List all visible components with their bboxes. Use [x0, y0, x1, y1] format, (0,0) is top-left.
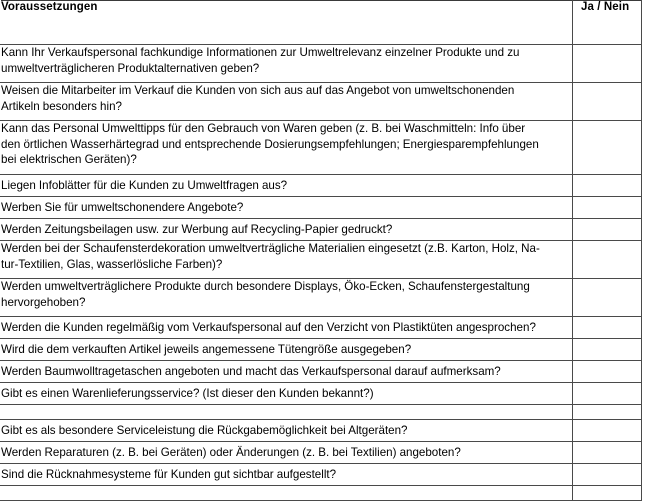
question-cell: [1, 464, 573, 486]
answer-cell[interactable]: [573, 361, 642, 383]
question-line: den örtlichen Wasserhärtegrad und entsprechende Dosierungsempfehlungen; Energiesparempfehlungen: [1, 137, 539, 151]
question-cell: [1, 486, 573, 501]
table-header: [1, 1, 642, 45]
question-line: Werden Reparaturen (z. B. bei Geräten) oder Änderungen (z. B. bei Textilien) angeboten?: [1, 446, 461, 459]
answer-cell[interactable]: [573, 339, 642, 361]
answer-cell[interactable]: [573, 197, 642, 219]
question-line: Sind die Rücknahmesysteme für Kunden gut sichtbar aufgestellt?: [1, 468, 337, 481]
answer-cell[interactable]: [573, 442, 642, 464]
question-line: Liegen Infoblätter für die Kunden zu Umweltfragen aus?: [1, 179, 288, 192]
question-line: Weisen die Mitarbeiter im Verkauf die Kunden von sich aus auf das Angebot von umweltschonenden: [1, 84, 515, 97]
question-line: Werden Zeitungsbeilagen usw. zur Werbung auf Recycling-Papier gedruckt?: [1, 223, 393, 236]
question-line: Werden bei der Schaufensterdekoration umweltverträgliche Materialien eingesetzt (z.B. Karton, Holz, Na-: [1, 242, 540, 255]
question-cell: [1, 175, 573, 197]
answer-cell[interactable]: [573, 219, 642, 241]
question-cell: [1, 383, 573, 405]
question-line: Kann Ihr Verkaufspersonal fachkundige Informationen zur Umweltrelevanz einzelner Produkte und zu: [1, 46, 520, 59]
table-row: [1, 45, 642, 83]
question-line: Werden Baumwolltragetaschen angeboten und macht das Verkaufspersonal darauf aufmerksam?: [1, 365, 501, 378]
answer-cell[interactable]: [573, 420, 642, 442]
answer-cell[interactable]: [573, 45, 642, 83]
question-cell: [1, 219, 573, 241]
answer-cell[interactable]: [573, 83, 642, 121]
question-cell: [1, 317, 573, 339]
question-line: tur-Textilien, Glas, wasserlösliche Farben)?: [1, 257, 223, 271]
question-line: Werben Sie für umweltschonendere Angebote?: [1, 201, 244, 214]
question-line: bei elektrischen Geräten)?: [1, 153, 137, 167]
table-row: [1, 420, 642, 442]
table-row: [1, 405, 642, 420]
question-cell: [1, 420, 573, 442]
table-row: [1, 317, 642, 339]
question-cell: [1, 361, 573, 383]
question-line: Gibt es einen Warenlieferungsservice? (Ist dieser den Kunden bekannt?): [1, 387, 374, 400]
question-cell: [1, 405, 573, 420]
question-line: Kann das Personal Umwelttipps für den Gebrauch von Waren geben (z. B. bei Waschmitteln: Info über: [1, 122, 526, 135]
answer-cell[interactable]: [573, 405, 642, 420]
question-line: umweltverträglicheren Produktalternativen geben?: [1, 61, 260, 75]
question-cell: [1, 83, 573, 121]
table-row: [1, 121, 642, 175]
question-cell: [1, 339, 573, 361]
answer-cell[interactable]: [573, 241, 642, 279]
table-row: [1, 486, 642, 501]
question-cell: [1, 45, 573, 83]
table-row: [1, 464, 642, 486]
header-question-column: Voraussetzungen: [1, 1, 573, 45]
question-line: Artikeln besonders hin?: [1, 99, 122, 113]
question-cell: [1, 241, 573, 279]
answer-cell[interactable]: [573, 383, 642, 405]
question-cell: [1, 121, 573, 175]
answer-cell[interactable]: [573, 175, 642, 197]
answer-cell[interactable]: [573, 121, 642, 175]
answer-cell[interactable]: [573, 317, 642, 339]
header-row: [1, 1, 642, 45]
question-line: hervorgehoben?: [1, 295, 86, 309]
question-cell: [1, 197, 573, 219]
answer-cell[interactable]: [573, 279, 642, 317]
table-row: [1, 383, 642, 405]
header-answer-column: Ja / Nein: [573, 1, 642, 45]
question-line: Wird die dem verkauften Artikel jeweils angemessene Tütengröße ausgegeben?: [1, 343, 412, 356]
table-row: [1, 339, 642, 361]
answer-cell[interactable]: [573, 486, 642, 501]
question-cell: [1, 279, 573, 317]
table-row: [1, 219, 642, 241]
question-line: Gibt es als besondere Serviceleistung die Rückgabemöglichkeit bei Altgeräten?: [1, 424, 408, 437]
answer-cell[interactable]: [573, 464, 642, 486]
table-row: [1, 175, 642, 197]
table-body: [1, 45, 642, 501]
table-row: [1, 279, 642, 317]
question-line: Werden die Kunden regelmäßig vom Verkaufspersonal auf den Verzicht von Plastiktüten angesprochen?: [1, 321, 536, 334]
question-cell: [1, 442, 573, 464]
table-row: [1, 241, 642, 279]
table-row: [1, 361, 642, 383]
table-row: [1, 442, 642, 464]
table-row: [1, 83, 642, 121]
question-line: Werden umweltverträglichere Produkte durch besondere Displays, Öko-Ecken, Schaufenstergestaltung: [1, 280, 530, 293]
table-row: [1, 197, 642, 219]
